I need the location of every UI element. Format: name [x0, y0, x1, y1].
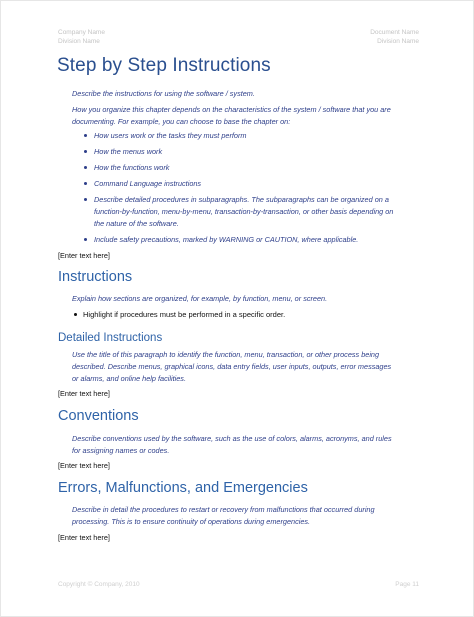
- intro-organize-line-2: documenting. For example, you can choose to base the chapter on:: [72, 117, 291, 126]
- list-item: [72, 162, 422, 174]
- header-company-name: Company Name: [58, 29, 105, 36]
- list-item: [72, 178, 422, 190]
- body-line: Describe conventions used by the software, such as the use of colors, alarms, acronyms, and rules: [72, 434, 392, 443]
- bullet-dot: [74, 313, 77, 316]
- list-item-line: Include safety precautions, marked by WARNING or CAUTION, where applicable.: [94, 235, 359, 244]
- conventions-heading: Conventions: [58, 408, 139, 424]
- intro-organize-line-1: How you organize this chapter depends on the characteristics of the system / software that you are: [72, 105, 391, 114]
- errors-enter-text[interactable]: [Enter text here]: [58, 533, 110, 542]
- intro-describe: Describe the instructions for using the software / system.: [72, 89, 255, 98]
- bullet-dot: [84, 182, 87, 185]
- header-left: [58, 28, 105, 46]
- list-item: [72, 146, 422, 158]
- errors-body: [72, 504, 422, 528]
- detailed-instructions-heading: Detailed Instructions: [58, 332, 163, 344]
- conventions-enter-text[interactable]: [Enter text here]: [58, 461, 110, 470]
- footer-copyright: Copyright © Company, 2010: [58, 581, 140, 588]
- instructions-body: Explain how sections are organized, for example, by function, menu, or screen.: [72, 294, 328, 303]
- header-right: [370, 28, 419, 46]
- intro-enter-text[interactable]: [Enter text here]: [58, 251, 110, 260]
- body-line: processing. This is to ensure continuity of operations during emergencies.: [72, 517, 311, 526]
- list-item: [72, 130, 422, 142]
- list-item-line: How the menus work: [94, 147, 163, 156]
- body-line: Describe in detail the procedures to restart or recovery from malfunctions that occurred during: [72, 505, 375, 514]
- header-document-name: Document Name: [370, 29, 419, 36]
- body-line: described. Describe menus, graphical icons, data entry fields, user inputs, outputs, error messages: [72, 362, 392, 371]
- instructions-bullet: [72, 310, 285, 319]
- intro-organize: [72, 104, 422, 128]
- list-item-line: Command Language instructions: [94, 179, 202, 188]
- errors-heading: Errors, Malfunctions, and Emergencies: [58, 480, 308, 496]
- header-division-name-right: Division Name: [377, 38, 419, 45]
- bullet-dot: [84, 198, 87, 201]
- bullet-dot: [84, 150, 87, 153]
- detailed-instructions-body: [72, 349, 422, 385]
- body-line: Use the title of this paragraph to identify the function, menu, transaction, or other process being: [72, 350, 380, 359]
- page-title: Step by Step Instructions: [57, 55, 271, 76]
- instructions-heading: Instructions: [58, 269, 133, 285]
- list-item: [72, 194, 422, 230]
- body-line: or alarms, and online help facilities.: [72, 374, 186, 383]
- instructions-bullet-text: Highlight if procedures must be performed in a specific order.: [83, 310, 286, 319]
- bullet-dot: [84, 166, 87, 169]
- header-division-name: Division Name: [58, 38, 100, 45]
- bullet-dot: [84, 134, 87, 137]
- bullet-dot: [84, 238, 87, 241]
- list-item-line: the nature of the software.: [94, 219, 179, 228]
- list-item: [72, 234, 422, 246]
- intro-bullet-list: [72, 130, 422, 246]
- footer-page-number: Page 11: [395, 581, 419, 588]
- list-item-line: Describe detailed procedures in subparagraphs. The subparagraphs can be organized on a: [94, 195, 389, 204]
- list-item-line: How users work or the tasks they must perform: [94, 131, 247, 140]
- list-item-line: How the functions work: [94, 163, 170, 172]
- detailed-enter-text[interactable]: [Enter text here]: [58, 389, 110, 398]
- conventions-body: [72, 433, 422, 457]
- body-line: for assigning names or codes.: [72, 446, 170, 455]
- list-item-line: function-by-function, menu-by-menu, transaction-by-transaction, or other basis depending on: [94, 207, 394, 216]
